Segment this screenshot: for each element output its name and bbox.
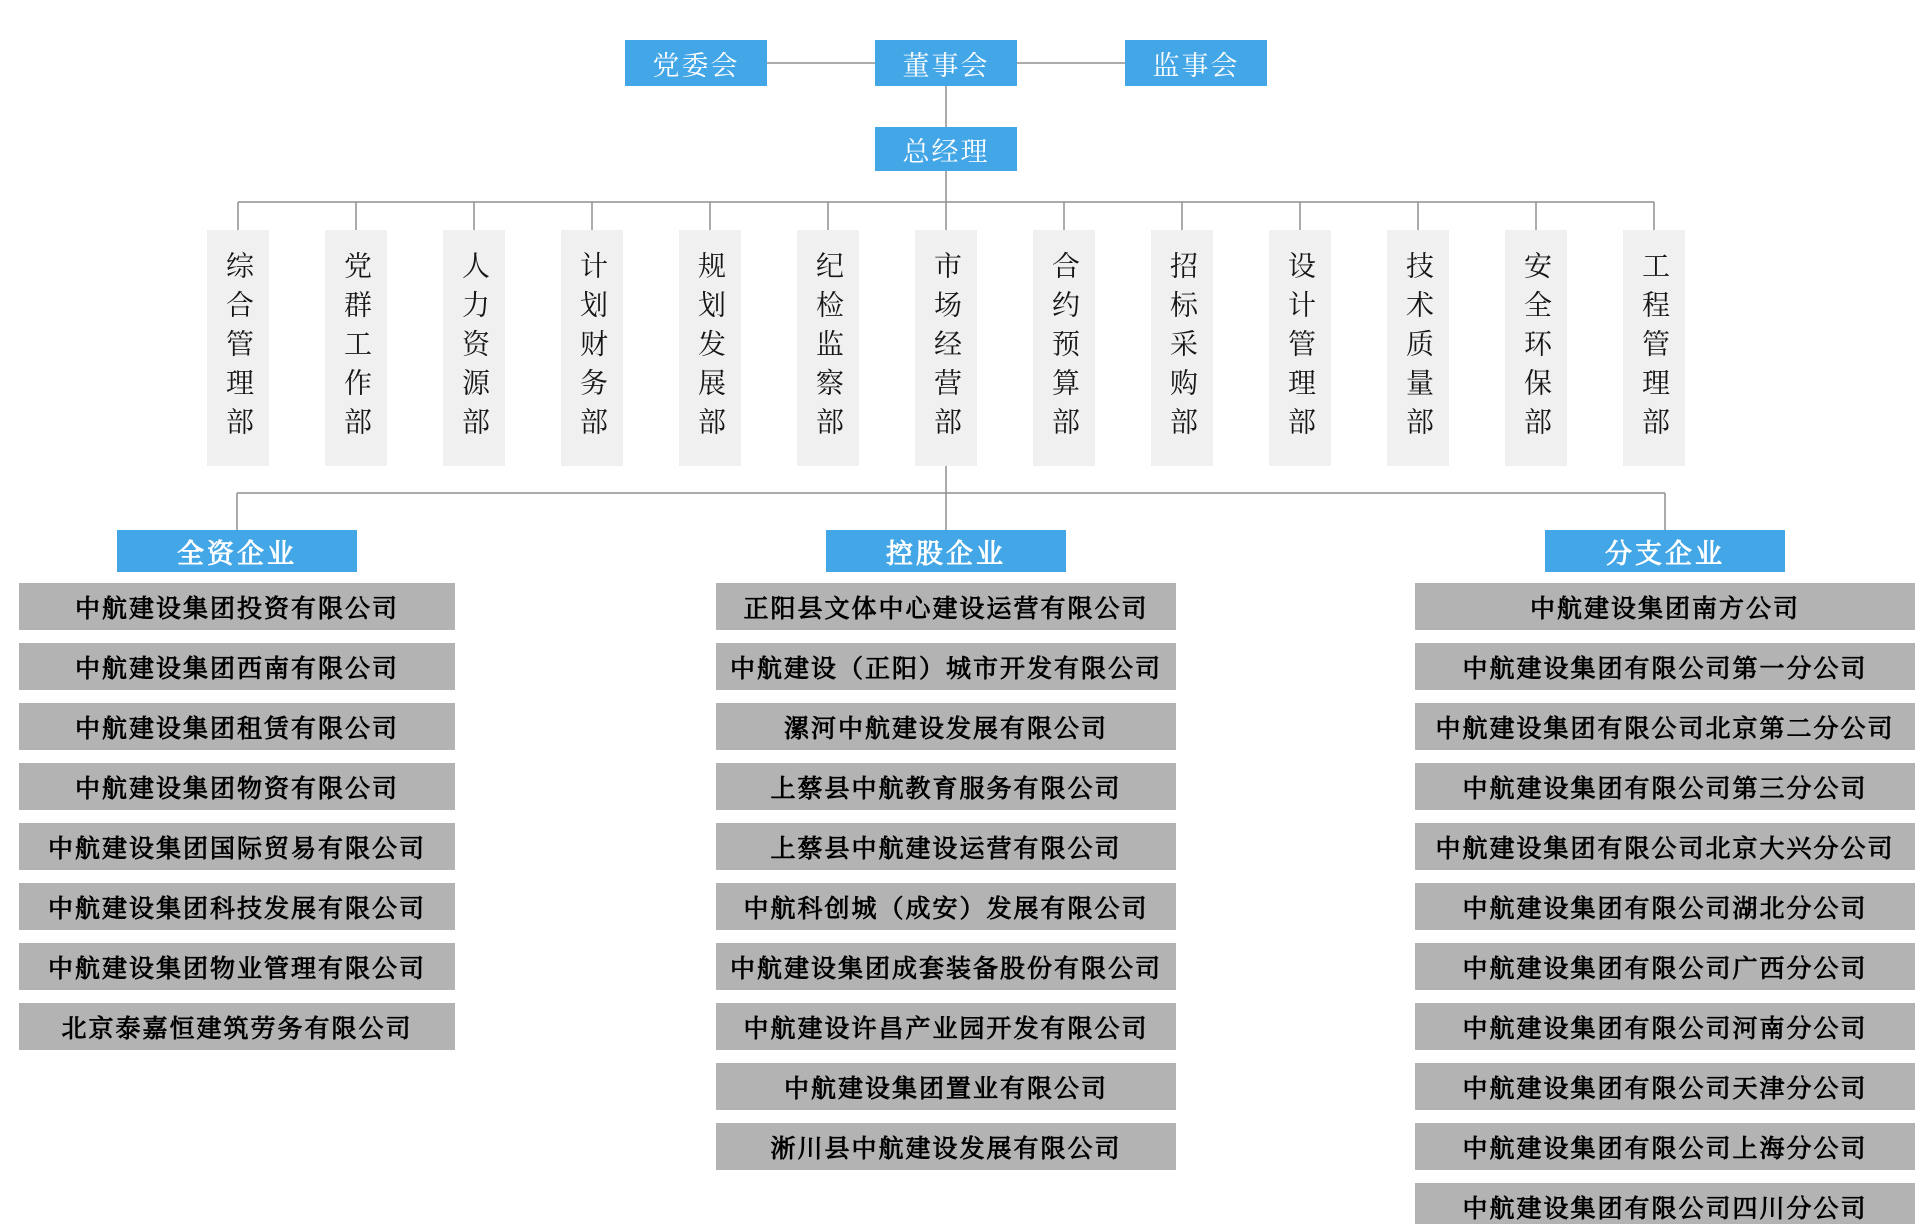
department-label: 招标采购部 — [1167, 250, 1198, 446]
department-label: 计划财务部 — [577, 250, 608, 446]
company-node: 中航建设集团有限公司广西分公司 — [1415, 943, 1915, 990]
node-party-committee: 党委会 — [625, 40, 767, 86]
department-label: 技术质量部 — [1403, 250, 1434, 446]
department-node — [797, 230, 859, 466]
department-label: 设计管理部 — [1285, 250, 1316, 446]
department-node — [1505, 230, 1567, 466]
department-node — [1623, 230, 1685, 466]
company-node: 上蔡县中航教育服务有限公司 — [716, 763, 1176, 810]
node-board-of-directors: 董事会 — [875, 40, 1017, 86]
company-node: 中航建设集团置业有限公司 — [716, 1063, 1176, 1110]
company-node: 中航建设集团有限公司上海分公司 — [1415, 1123, 1915, 1170]
company-node: 中航建设集团南方公司 — [1415, 583, 1915, 630]
company-node: 中航建设集团成套装备股份有限公司 — [716, 943, 1176, 990]
department-label: 综合管理部 — [223, 250, 254, 446]
department-label: 工程管理部 — [1639, 250, 1670, 446]
department-label: 合约预算部 — [1049, 250, 1080, 446]
company-node: 中航建设集团西南有限公司 — [19, 643, 455, 690]
node-supervisory-board: 监事会 — [1125, 40, 1267, 86]
company-node: 北京泰嘉恒建筑劳务有限公司 — [19, 1003, 455, 1050]
department-label: 党群工作部 — [341, 250, 372, 446]
company-node: 中航建设集团有限公司四川分公司 — [1415, 1183, 1915, 1224]
company-node: 中航建设集团有限公司北京第二分公司 — [1415, 703, 1915, 750]
department-node — [1151, 230, 1213, 466]
department-label: 市场经营部 — [931, 250, 962, 446]
company-node: 中航建设许昌产业园开发有限公司 — [716, 1003, 1176, 1050]
company-node: 中航建设集团租赁有限公司 — [19, 703, 455, 750]
company-node: 中航建设集团物业管理有限公司 — [19, 943, 455, 990]
department-label: 人力资源部 — [459, 250, 490, 446]
company-node: 中航建设集团科技发展有限公司 — [19, 883, 455, 930]
company-node: 淅川县中航建设发展有限公司 — [716, 1123, 1176, 1170]
department-node — [1033, 230, 1095, 466]
department-node — [561, 230, 623, 466]
department-label: 规划发展部 — [695, 250, 726, 446]
department-node — [1387, 230, 1449, 466]
company-node: 正阳县文体中心建设运营有限公司 — [716, 583, 1176, 630]
company-node: 中航建设集团投资有限公司 — [19, 583, 455, 630]
company-node: 中航建设集团有限公司湖北分公司 — [1415, 883, 1915, 930]
company-node: 中航建设集团有限公司河南分公司 — [1415, 1003, 1915, 1050]
node-general-manager: 总经理 — [875, 127, 1017, 171]
company-node: 中航建设集团国际贸易有限公司 — [19, 823, 455, 870]
department-label: 安全环保部 — [1521, 250, 1552, 446]
department-node — [207, 230, 269, 466]
department-node — [443, 230, 505, 466]
company-node: 上蔡县中航建设运营有限公司 — [716, 823, 1176, 870]
company-node: 中航建设集团物资有限公司 — [19, 763, 455, 810]
company-node: 中航建设集团有限公司天津分公司 — [1415, 1063, 1915, 1110]
department-node — [325, 230, 387, 466]
group-header: 控股企业 — [826, 530, 1066, 572]
company-node: 中航建设（正阳）城市开发有限公司 — [716, 643, 1176, 690]
department-node — [1269, 230, 1331, 466]
department-node — [915, 230, 977, 466]
company-node: 中航建设集团有限公司北京大兴分公司 — [1415, 823, 1915, 870]
group-header: 全资企业 — [117, 530, 357, 572]
company-node: 中航建设集团有限公司第一分公司 — [1415, 643, 1915, 690]
company-node: 漯河中航建设发展有限公司 — [716, 703, 1176, 750]
company-node: 中航建设集团有限公司第三分公司 — [1415, 763, 1915, 810]
department-label: 纪检监察部 — [813, 250, 844, 446]
department-node — [679, 230, 741, 466]
company-node: 中航科创城（成安）发展有限公司 — [716, 883, 1176, 930]
group-header: 分支企业 — [1545, 530, 1785, 572]
